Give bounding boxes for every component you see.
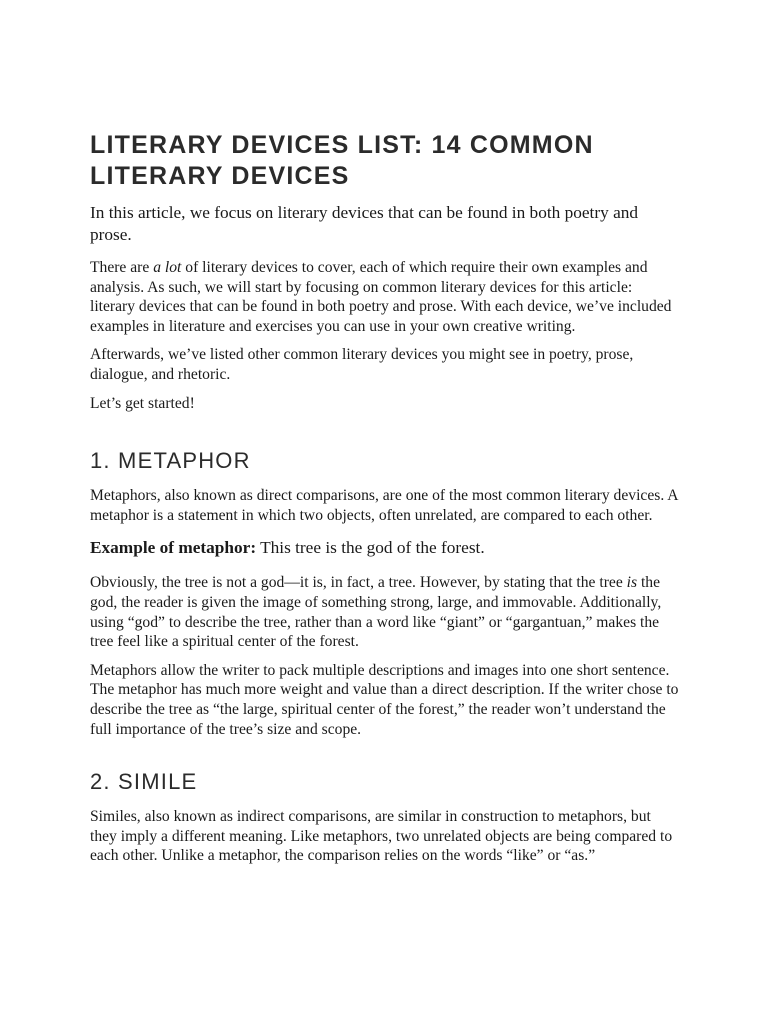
simile-paragraph-1: Similes, also known as indirect comparisons, are similar in construction to metaphors, but they imply a different meaning. Like metaphors, two unrelated objects are being compared to each other. Unlike a metaphor, the comparison relies on the words “like” or “as.”	[90, 808, 673, 865]
metaphor-paragraph-2	[90, 573, 680, 651]
intro-paragraph-1	[90, 258, 680, 336]
section-heading-metaphor: 1. METAPHOR	[90, 448, 251, 474]
intro-paragraph-3: Let’s get started!	[90, 394, 195, 412]
document-page	[90, 130, 680, 875]
intro-paragraph-2: Afterwards, we’ve listed other common literary devices you might see in poetry, prose, dialogue, and rhetoric.	[90, 346, 634, 383]
metaphor-p2-end: the god, the reader is given the image of something strong, large, and immovable. Additionally, using “god” to describe the tree, rather than a word like “giant” or “gargantuan,” makes the tree feel like a spiritual center of the forest.	[90, 574, 662, 651]
metaphor-paragraph-3: Metaphors allow the writer to pack multiple descriptions and images into one short sentence. The metaphor has much more weight and value than a direct description. If the writer chose to describe the tree as “the large, spiritual center of the forest,” the reader won’t understand the full importance of the tree’s size and scope.	[90, 661, 679, 738]
page-title: LITERARY DEVICES LIST: 14 COMMON LITERARY DEVICES	[90, 131, 594, 190]
metaphor-example-text: This tree is the god of the forest.	[256, 538, 485, 558]
metaphor-p2-start: Obviously, the tree is not a god—it is, in fact, a tree. However, by stating that the tree	[90, 574, 627, 592]
metaphor-p2-emphasis: is	[626, 574, 638, 592]
intro-p1-start: There are	[90, 259, 154, 276]
metaphor-example-label: Example of metaphor:	[90, 538, 257, 558]
intro-p1-emphasis: a lot	[153, 259, 182, 276]
intro-p1-end: of literary devices to cover, each of which require their own examples and analysis. As such, we will start by focusing on common literary devices for this article: literary devices that can be found in both poetry and prose. With each device, we’ve included examples in literature and exercises you can use in your own creative writing.	[90, 259, 672, 335]
section-heading-simile: 2. SIMILE	[90, 769, 198, 795]
metaphor-example	[90, 537, 680, 559]
metaphor-paragraph-1: Metaphors, also known as direct comparisons, are one of the most common literary devices. A metaphor is a statement in which two objects, often unrelated, are compared to each other.	[90, 487, 678, 524]
lead-paragraph: In this article, we focus on literary devices that can be found in both poetry and prose.	[90, 203, 639, 244]
